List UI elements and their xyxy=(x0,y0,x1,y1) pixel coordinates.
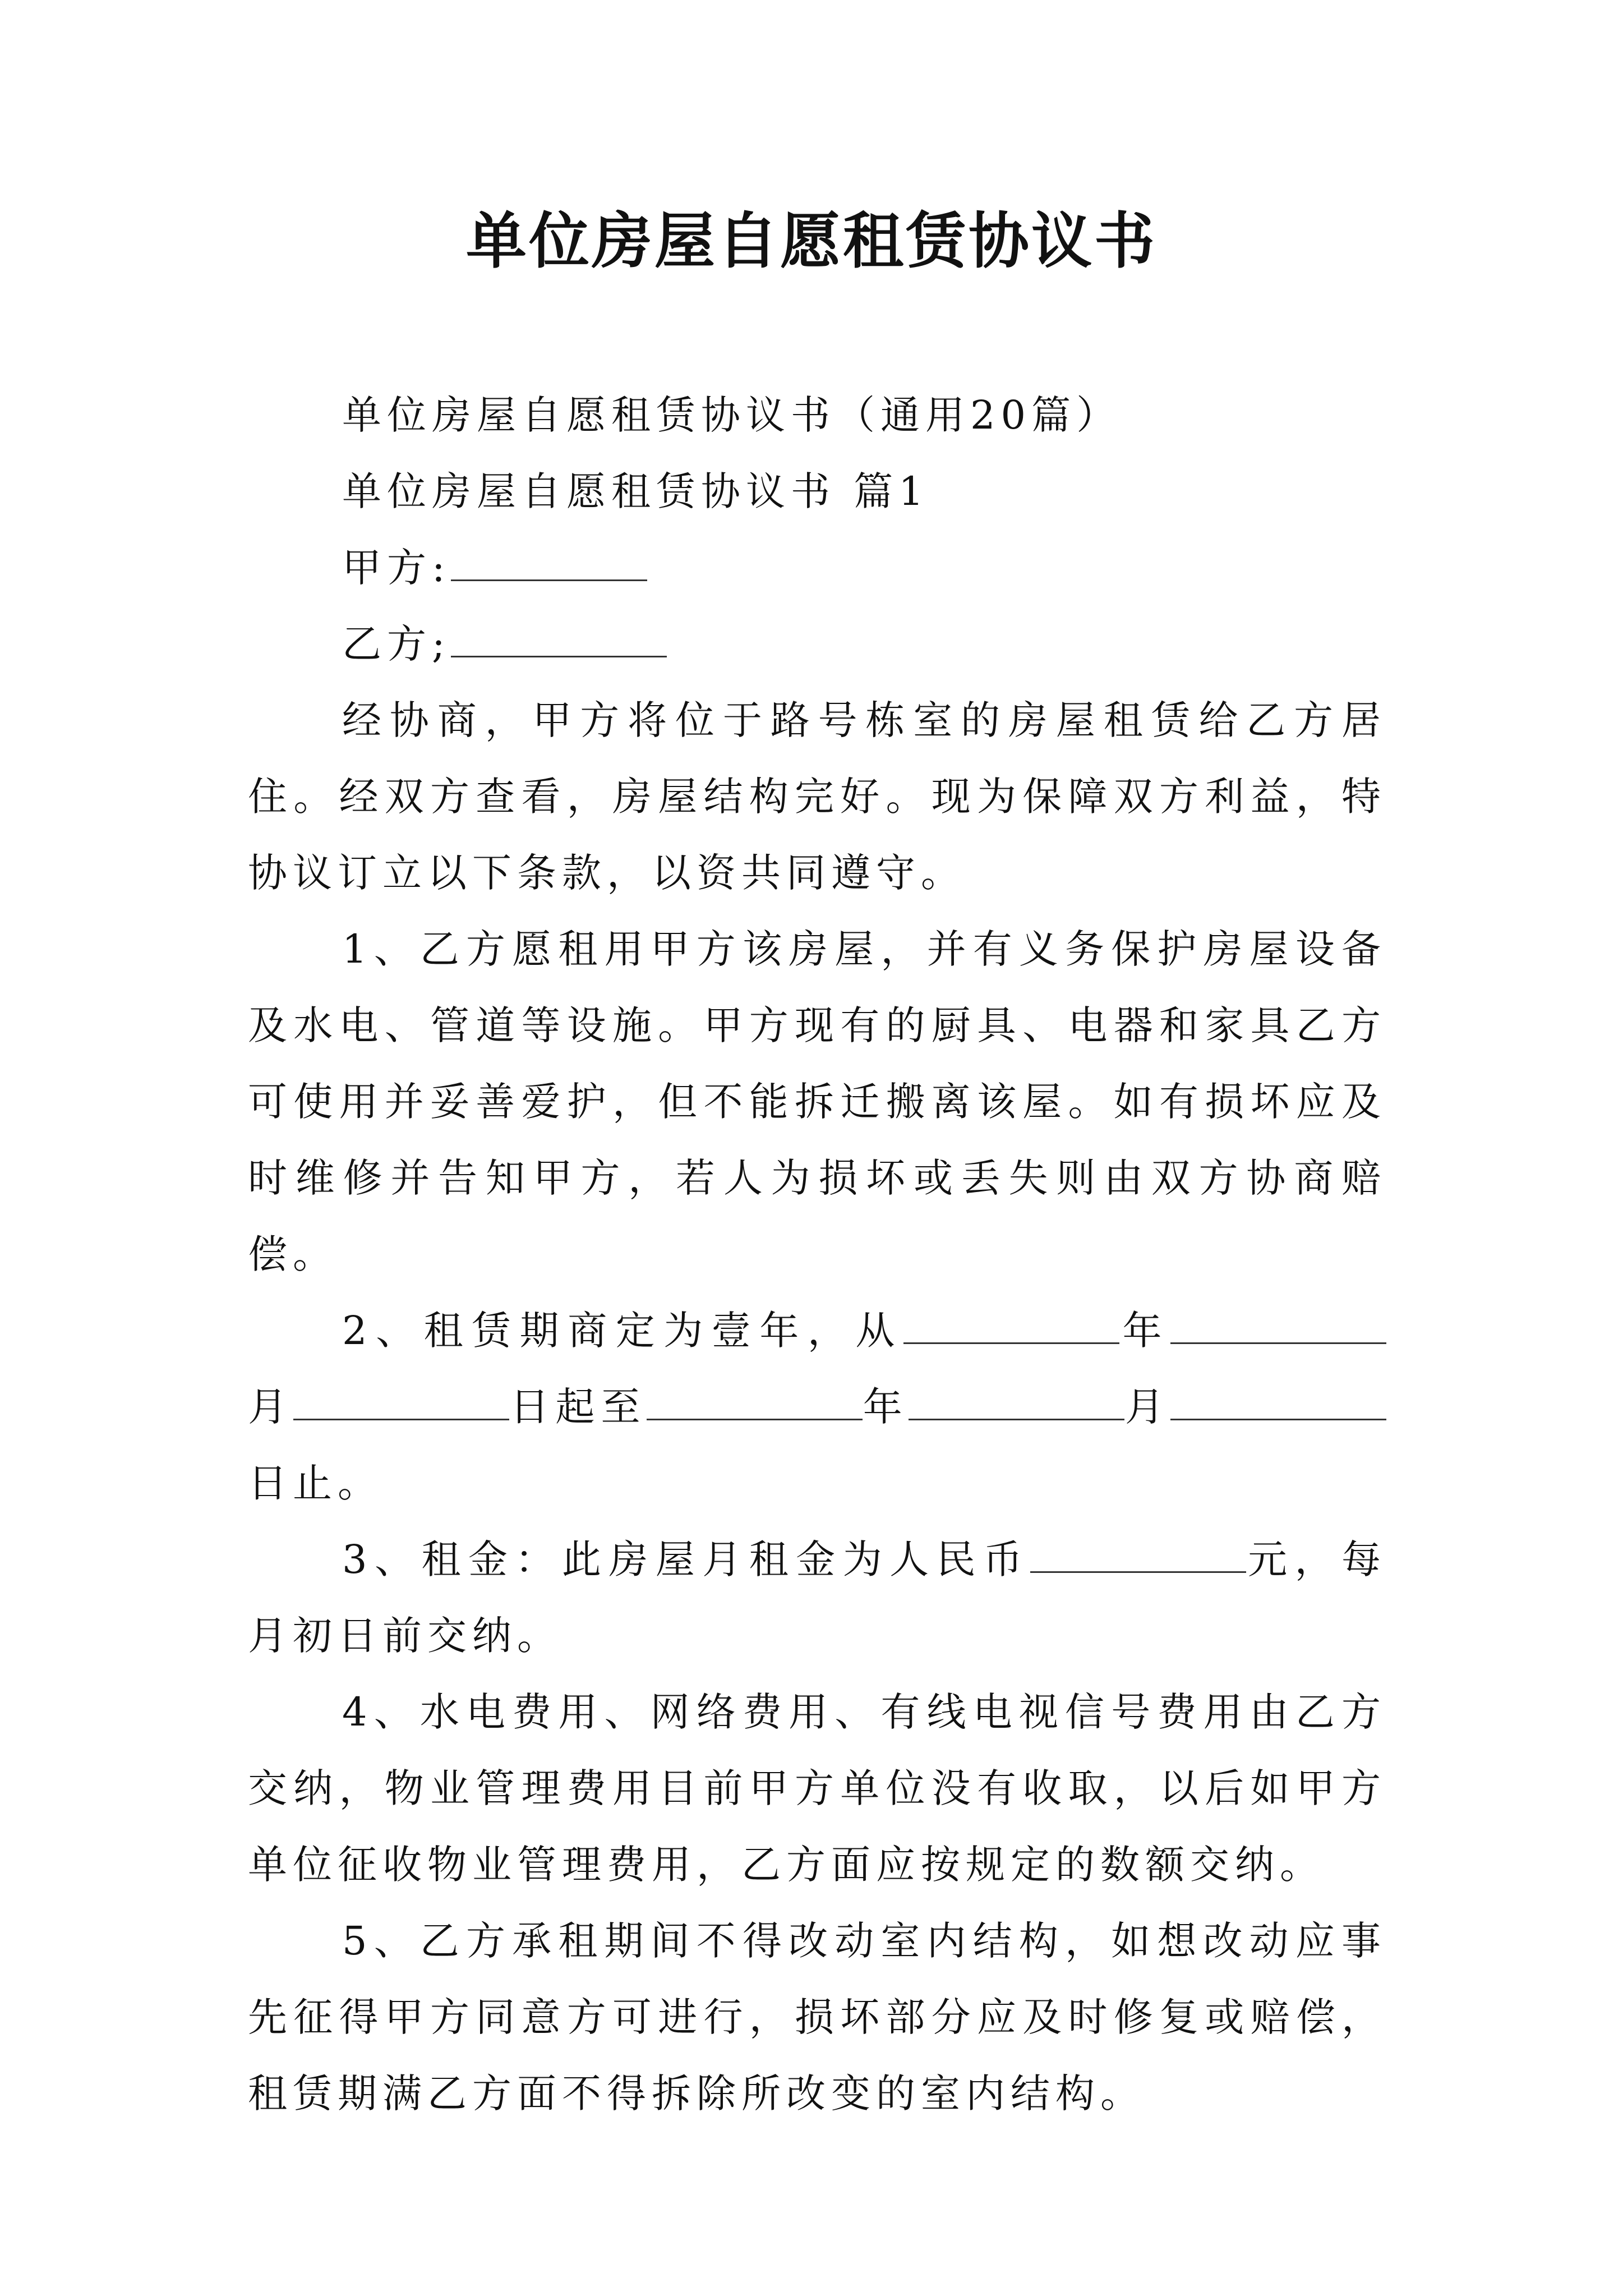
start-day-blank xyxy=(293,1386,509,1421)
clause-3-paragraph xyxy=(248,1521,1386,1674)
clause-1-paragraph: 1、乙方愿租用甲方该房屋，并有义务保护房屋设备及水电、管道等设施。甲方现有的厨具、电器和家具乙方可使用并妥善爱护，但不能拆迁搬离该屋。如有损坏应及时维修并告知甲方，若人为损坏或丢失则由双方协商赔偿。 xyxy=(248,926,1386,1277)
end-month-label: 月 xyxy=(1124,1384,1171,1430)
clause-3-suffix: 元，每月初日前交纳。 xyxy=(248,1536,1387,1659)
rent-amount-blank xyxy=(1030,1538,1246,1573)
end-day-blank xyxy=(1170,1386,1386,1421)
start-year-blank xyxy=(903,1309,1119,1345)
clause-4-paragraph: 4、水电费用、网络费用、有线电视信号费用由乙方交纳，物业管理费用目前甲方单位没有收取，以后如甲方单位征收物业管理费用，乙方面应按规定的数额交纳。 xyxy=(248,1689,1386,1888)
document-body xyxy=(248,377,1386,2132)
clause-2-suffix: 止。 xyxy=(293,1460,382,1506)
start-month-blank xyxy=(1170,1309,1386,1345)
start-month-label: 月 xyxy=(248,1384,294,1430)
party-b-label: 乙方; xyxy=(342,621,451,667)
start-year-label: 年 xyxy=(1119,1308,1171,1354)
document-title: 单位房屋自愿租赁协议书 xyxy=(465,206,1157,277)
document-subtitle: 单位房屋自愿租赁协议书（通用20篇） xyxy=(342,392,1122,438)
party-a-blank xyxy=(451,546,647,582)
section-heading: 单位房屋自愿租赁协议书 篇1 xyxy=(342,468,929,514)
end-month-blank xyxy=(909,1386,1124,1421)
party-a-line xyxy=(248,530,1386,606)
clause-5-paragraph: 5、乙方承租期间不得改动室内结构，如想改动应事先征得甲方同意方可进行，损坏部分应及时修复或赔偿，租赁期满乙方面不得拆除所改变的室内结构。 xyxy=(248,1918,1386,2116)
end-day-label: 日 xyxy=(248,1460,293,1506)
party-b-blank xyxy=(451,623,667,658)
end-year-blank xyxy=(647,1386,863,1421)
start-day-label: 日起至 xyxy=(509,1384,647,1430)
end-year-label: 年 xyxy=(862,1384,909,1430)
clause-2-paragraph xyxy=(248,1292,1386,1521)
party-a-label: 甲方: xyxy=(342,545,451,591)
clause-2-prefix: 2、租赁期商定为壹年，从 xyxy=(342,1308,903,1354)
intro-paragraph: 经协商，甲方将位于路号栋室的房屋租赁给乙方居住。经双方查看，房屋结构完好。现为保障双方利益，特协议订立以下条款，以资共同遵守。 xyxy=(248,697,1386,896)
clause-3-prefix: 3、租金：此房屋月租金为人民币 xyxy=(342,1536,1030,1582)
party-b-line xyxy=(248,606,1386,682)
